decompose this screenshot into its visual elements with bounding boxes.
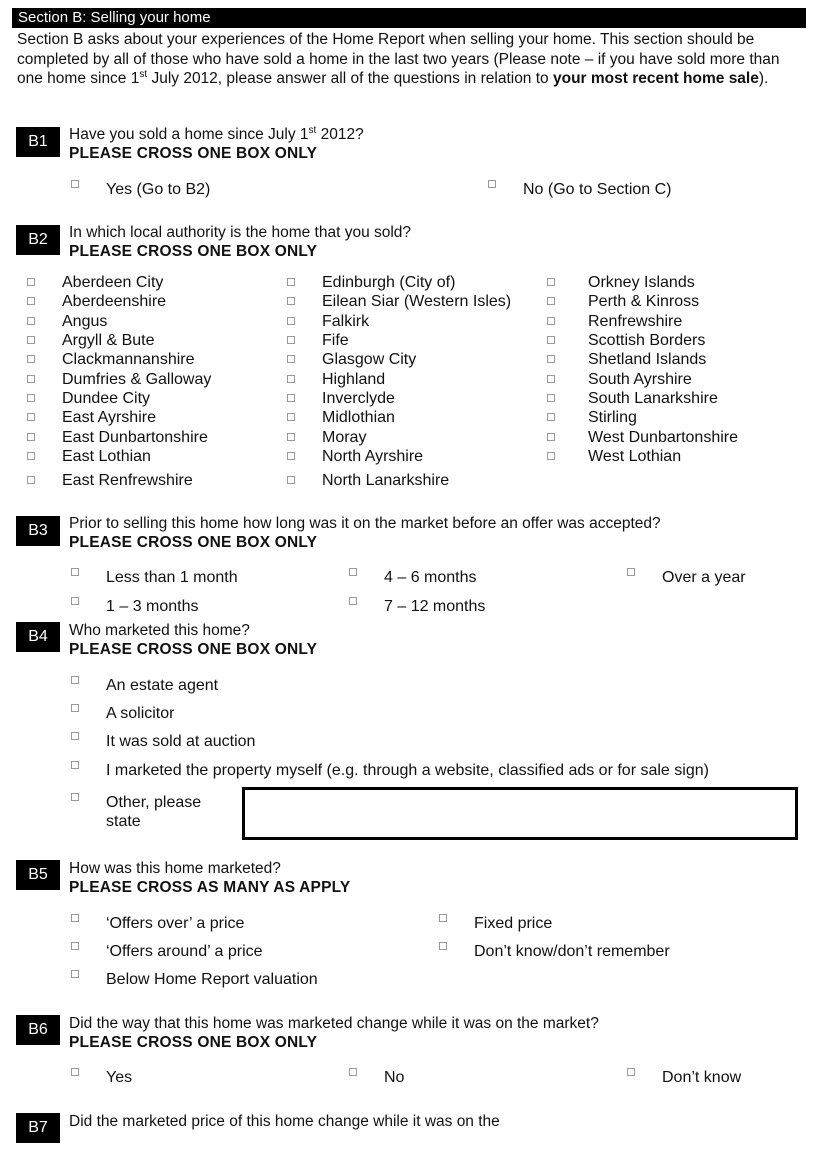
checkbox-b5-below-valuation[interactable] — [71, 970, 79, 978]
checkbox-b2-fife[interactable] — [287, 336, 295, 344]
option-label-b4-estate-agent: An estate agent — [106, 677, 219, 694]
option-label-b4-auction: It was sold at auction — [106, 733, 256, 750]
option-label-b6-yes: Yes — [106, 1069, 133, 1086]
checkbox-b2-argyll-bute[interactable] — [27, 336, 35, 344]
checkbox-b6-dont-know[interactable] — [627, 1068, 635, 1076]
instruction-b4: PLEASE CROSS ONE BOX ONLY — [69, 641, 318, 658]
checkbox-b2-east-dunbartonshire[interactable] — [27, 433, 35, 441]
checkbox-b3-over-a-year[interactable] — [627, 568, 635, 576]
option-label-b2-midlothian: Midlothian — [322, 409, 395, 426]
checkbox-b4-estate-agent[interactable] — [71, 676, 79, 684]
checkbox-b3-less-than-1-month[interactable] — [71, 568, 79, 576]
option-label-b2-falkirk: Falkirk — [322, 313, 370, 330]
checkbox-b2-south-ayrshire[interactable] — [547, 375, 555, 383]
option-label-b2-moray: Moray — [322, 429, 367, 446]
checkbox-b4-myself[interactable] — [71, 761, 79, 769]
option-label-b2-perth-kinross: Perth & Kinross — [588, 293, 700, 310]
checkbox-b2-midlothian[interactable] — [287, 413, 295, 421]
option-label-b2-inverclyde: Inverclyde — [322, 390, 395, 407]
checkbox-b2-edinburgh-city-of[interactable] — [287, 278, 295, 286]
checkbox-b2-south-lanarkshire[interactable] — [547, 394, 555, 402]
question-number-b5: B5 — [16, 860, 60, 890]
instruction-b6: PLEASE CROSS ONE BOX ONLY — [69, 1034, 318, 1051]
checkbox-b2-aberdeen-city[interactable] — [27, 278, 35, 286]
option-label-b3-4-6-months: 4 – 6 months — [384, 569, 477, 586]
section-title-bar: Section B: Selling your home — [12, 8, 806, 28]
question-text-b6: Did the way that this home was marketed change while it was on the market? — [69, 1015, 599, 1032]
checkbox-b5-offers-over[interactable] — [71, 914, 79, 922]
option-label-b2-stirling: Stirling — [588, 409, 637, 426]
option-label-b2-aberdeen-city: Aberdeen City — [62, 274, 164, 291]
question-text-b7: Did the marketed price of this home change while it was on the — [69, 1113, 500, 1130]
option-label-b3-less-than-1-month: Less than 1 month — [106, 569, 238, 586]
checkbox-b2-eilean-siar-western-isles[interactable] — [287, 297, 295, 305]
checkbox-b6-no[interactable] — [349, 1068, 357, 1076]
checkbox-b2-west-lothian[interactable] — [547, 452, 555, 460]
option-label-b3-1-3-months: 1 – 3 months — [106, 598, 199, 615]
checkbox-b2-falkirk[interactable] — [287, 317, 295, 325]
option-label-b4-solicitor: A solicitor — [106, 705, 175, 722]
instruction-b5: PLEASE CROSS AS MANY AS APPLY — [69, 879, 351, 896]
checkbox-b2-scottish-borders[interactable] — [547, 336, 555, 344]
question-number-b3: B3 — [16, 516, 60, 546]
instruction-b3: PLEASE CROSS ONE BOX ONLY — [69, 534, 318, 551]
option-label-b3-over-a-year: Over a year — [662, 569, 746, 586]
option-label-b1-no: No (Go to Section C) — [523, 181, 672, 198]
option-label-b2-highland: Highland — [322, 371, 386, 388]
option-label-b2-clackmannanshire: Clackmannanshire — [62, 351, 195, 368]
option-label-b2-edinburgh-city-of: Edinburgh (City of) — [322, 274, 456, 291]
question-text-b5: How was this home marketed? — [69, 860, 281, 877]
option-label-b6-no: No — [384, 1069, 405, 1086]
option-label-b2-dundee-city: Dundee City — [62, 390, 151, 407]
checkbox-b2-renfrewshire[interactable] — [547, 317, 555, 325]
other-please-state-field[interactable] — [242, 787, 798, 840]
option-label-b5-below-valuation: Below Home Report valuation — [106, 971, 318, 988]
checkbox-b3-1-3-months[interactable] — [71, 597, 79, 605]
checkbox-b2-east-renfrewshire[interactable] — [27, 476, 35, 484]
checkbox-b2-moray[interactable] — [287, 433, 295, 441]
option-label-b2-shetland-islands: Shetland Islands — [588, 351, 707, 368]
option-label-b2-south-ayrshire: South Ayrshire — [588, 371, 692, 388]
option-label-b2-north-ayrshire: North Ayrshire — [322, 448, 424, 465]
checkbox-b2-dumfries-galloway[interactable] — [27, 375, 35, 383]
option-label-b2-east-dunbartonshire: East Dunbartonshire — [62, 429, 208, 446]
checkbox-b2-glasgow-city[interactable] — [287, 355, 295, 363]
question-number-b7: B7 — [16, 1113, 60, 1143]
option-label-b2-east-ayrshire: East Ayrshire — [62, 409, 156, 426]
checkbox-b2-north-ayrshire[interactable] — [287, 452, 295, 460]
option-label-b4-myself: I marketed the property myself (e.g. through a website, classified ads or for sale sign) — [106, 762, 709, 779]
instruction-b2: PLEASE CROSS ONE BOX ONLY — [69, 243, 318, 260]
option-label-b4-other-line2: state — [106, 813, 141, 830]
checkbox-b2-west-dunbartonshire[interactable] — [547, 433, 555, 441]
option-label-b2-dumfries-galloway: Dumfries & Galloway — [62, 371, 212, 388]
checkbox-b5-offers-around[interactable] — [71, 942, 79, 950]
option-label-b2-angus: Angus — [62, 313, 108, 330]
checkbox-b2-stirling[interactable] — [547, 413, 555, 421]
checkbox-b2-east-ayrshire[interactable] — [27, 413, 35, 421]
option-label-b2-east-renfrewshire: East Renfrewshire — [62, 472, 193, 489]
option-label-b2-argyll-bute: Argyll & Bute — [62, 332, 155, 349]
option-label-b2-scottish-borders: Scottish Borders — [588, 332, 706, 349]
option-label-b3-7-12-months: 7 – 12 months — [384, 598, 486, 615]
checkbox-b3-7-12-months[interactable] — [349, 597, 357, 605]
checkbox-b4-auction[interactable] — [71, 732, 79, 740]
checkbox-b2-shetland-islands[interactable] — [547, 355, 555, 363]
checkbox-b1-yes[interactable] — [71, 180, 79, 188]
instruction-b1: PLEASE CROSS ONE BOX ONLY — [69, 145, 318, 162]
question-number-b2: B2 — [16, 225, 60, 255]
option-label-b2-glasgow-city: Glasgow City — [322, 351, 417, 368]
option-label-b2-eilean-siar-western-isles: Eilean Siar (Western Isles) — [322, 293, 512, 310]
checkbox-b2-orkney-islands[interactable] — [547, 278, 555, 286]
option-label-b5-offers-over: ‘Offers over’ a price — [106, 915, 245, 932]
option-label-b2-north-lanarkshire: North Lanarkshire — [322, 472, 450, 489]
checkbox-b2-perth-kinross[interactable] — [547, 297, 555, 305]
option-label-b5-fixed-price: Fixed price — [474, 915, 553, 932]
checkbox-b4-solicitor[interactable] — [71, 704, 79, 712]
checkbox-b2-aberdeenshire[interactable] — [27, 297, 35, 305]
option-label-b2-east-lothian: East Lothian — [62, 448, 151, 465]
question-text-b1: Have you sold a home since July 1st 2012? — [69, 124, 364, 143]
checkbox-b6-yes[interactable] — [71, 1068, 79, 1076]
section-intro: Section B asks about your experiences of the Home Report when selling your home. This section should be completed by all of those who have sold a home in the last two years (Please note – if you have sold more than one home since 1st July 2012, please answer all of the questions in relation to your most recent home sale). — [17, 31, 780, 87]
checkbox-b5-fixed-price[interactable] — [439, 914, 447, 922]
option-label-b4-other-line1: Other, please — [106, 794, 202, 811]
option-label-b2-fife: Fife — [322, 332, 349, 349]
option-label-b5-dont-know: Don’t know/don’t remember — [474, 943, 670, 960]
question-number-b1: B1 — [16, 127, 60, 157]
checkbox-b2-inverclyde[interactable] — [287, 394, 295, 402]
question-text-b2: In which local authority is the home that you sold? — [69, 224, 412, 241]
checkbox-b2-clackmannanshire[interactable] — [27, 355, 35, 363]
checkbox-b1-no[interactable] — [488, 180, 496, 188]
option-label-b6-dont-know: Don’t know — [662, 1069, 742, 1086]
option-label-b5-offers-around: ‘Offers around’ a price — [106, 943, 263, 960]
option-label-b1-yes: Yes (Go to B2) — [106, 181, 211, 198]
checkbox-b5-dont-know[interactable] — [439, 942, 447, 950]
option-label-b2-aberdeenshire: Aberdeenshire — [62, 293, 167, 310]
option-label-b2-orkney-islands: Orkney Islands — [588, 274, 695, 291]
question-number-b4: B4 — [16, 622, 60, 652]
checkbox-b2-north-lanarkshire[interactable] — [287, 476, 295, 484]
checkbox-b2-highland[interactable] — [287, 375, 295, 383]
question-text-b4: Who marketed this home? — [69, 622, 250, 639]
checkbox-b2-angus[interactable] — [27, 317, 35, 325]
checkbox-b2-east-lothian[interactable] — [27, 452, 35, 460]
checkbox-b3-4-6-months[interactable] — [349, 568, 357, 576]
option-label-b2-south-lanarkshire: South Lanarkshire — [588, 390, 718, 407]
checkbox-b2-dundee-city[interactable] — [27, 394, 35, 402]
checkbox-b4-other[interactable] — [71, 793, 79, 801]
option-label-b2-west-lothian: West Lothian — [588, 448, 682, 465]
question-text-b3: Prior to selling this home how long was it on the market before an offer was accepted? — [69, 515, 661, 532]
question-number-b6: B6 — [16, 1015, 60, 1045]
option-label-b2-renfrewshire: Renfrewshire — [588, 313, 683, 330]
option-label-b2-west-dunbartonshire: West Dunbartonshire — [588, 429, 738, 446]
